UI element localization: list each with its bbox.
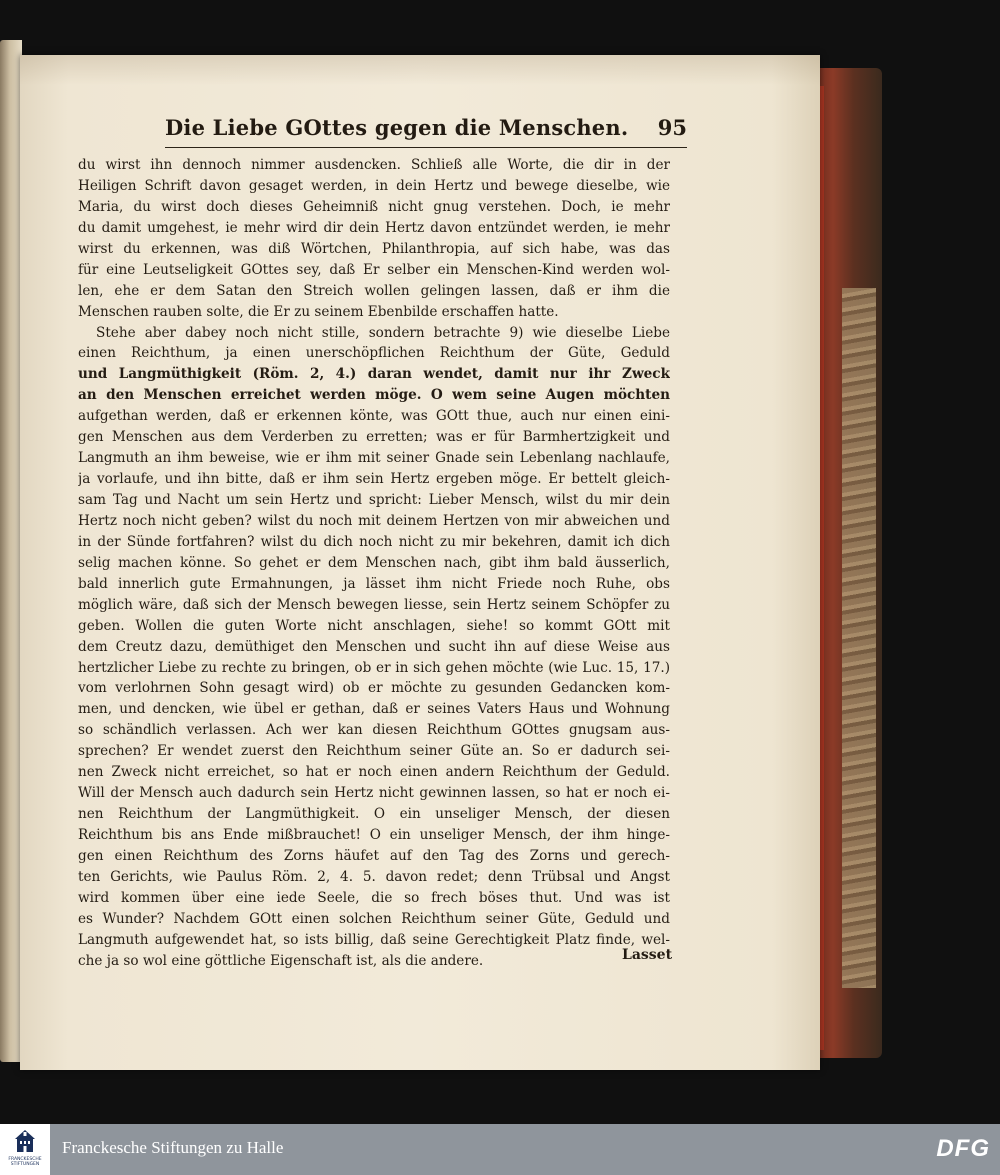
text-line: du wirst ihn dennoch nimmer ausdencken. Schließ alle Worte, die dir in der (78, 157, 670, 173)
text-line: an den Menschen erreichet werden möge. O wem seine Augen möchten (78, 387, 670, 404)
text-line: und Langmüthigkeit (Röm. 2, 4.) daran wendet, damit nur ihr Zweck (78, 366, 670, 383)
book-left-edge (0, 40, 22, 1062)
running-title: Die Liebe GOttes gegen die Menschen. (165, 115, 629, 140)
body-text (78, 155, 673, 972)
text-line: Hertz noch nicht geben? wilst du noch mit deinem Hertzen von mir abweichen und (78, 512, 670, 529)
text-line: vom verlohrnen Sohn gesagt wird) ob er möchte zu gesunden Gedancken kom- (78, 680, 670, 697)
text-line: Maria, du wirst doch dieses Geheimniß nicht gnug verstehen. Doch, ie mehr (78, 198, 670, 215)
text-line: wird kommen über eine iede Seele, die so frech böses thut. Und was ist (78, 889, 670, 906)
text-line: nen Zweck nicht erreichet, so hat er noch einen andern Reichthum der Geduld. (78, 764, 670, 781)
text-line: Menschen rauben solte, die Er zu seinem Ebenbilde erschaffen hatte. (78, 303, 559, 320)
text-line: selig machen könne. So gehet er dem Menschen nach, gibt ihm bald äusserlich, (78, 554, 670, 571)
text-line: ja vorlaufe, und ihn bitte, daß er ihm sein Hertz ergeben möge. Er bettelt gleich- (78, 471, 670, 488)
text-line: bald innerlich gute Ermahnungen, ja lässet ihm nicht Friede noch Ruhe, obs (78, 575, 670, 592)
text-line: sam Tag und Nacht um sein Hertz und spricht: Lieber Mensch, wilst du mir dein (78, 492, 670, 508)
text-line: wirst du erkennen, was diß Wörtchen, Philanthropia, auf sich habe, was das (78, 240, 670, 257)
text-line: einen Reichthum, ja einen unerschöpflichen Reichthum der Güte, Geduld (78, 345, 670, 362)
logo-caption-line-1: FRANCKESCHE (8, 1157, 42, 1162)
building-icon (15, 1129, 35, 1153)
text-line: Stehe aber dabey noch nicht stille, sondern betrachte 9) wie dieselbe Liebe (96, 324, 670, 341)
text-line: in der Sünde fortfahren? wilst du dich noch nicht zu mir bekehren, damit ich dich (78, 533, 670, 550)
text-line: Heiligen Schrift davon gesaget werden, in dein Hertz und bewege dieselbe, wie (78, 177, 670, 194)
text-line: du damit umgehest, ie mehr wird dir dein Hertz davon entzündet werden, ie mehr (78, 219, 670, 236)
institution-logo[interactable] (0, 1124, 50, 1175)
text-line: hertzlicher Liebe zu rechte zu bringen, ob er in sich gehen möchte (wie Luc. 15, 17.) (78, 659, 670, 676)
text-line: Will der Mensch auch dadurch sein Hertz nicht gewinnen lassen, so hat er noch ei- (78, 785, 670, 802)
text-line: Reichthum bis ans Ende mißbrauchet! O ein unseliger Mensch, der ihm hinge- (78, 827, 670, 843)
logo-caption-line-2: STIFTUNGEN (10, 1162, 40, 1167)
text-line: ten Gerichts, wie Paulus Röm. 2, 4. 5. davon redet; denn Trübsal und Angst (78, 868, 670, 885)
logo-caption (0, 1157, 50, 1167)
running-head (165, 115, 687, 148)
institution-name[interactable]: Franckesche Stiftungen zu Halle (62, 1138, 284, 1157)
text-line: che ja so wol eine göttliche Eigenschaft ist, als die andere. (78, 952, 484, 969)
text-line: Langmuth aufgewendet hat, so ists billig, daß seine Gerechtigkeit Platz finde, wel- (78, 931, 670, 948)
dfg-logo[interactable]: DFG (936, 1135, 990, 1162)
text-line: für eine Leutseligkeit GOttes sey, daß Er selber ein Menschen-Kind werden wol- (78, 261, 670, 278)
text-line: Langmuth an ihm beweise, wie er ihm mit seiner Gnade sein Lebenlang nachlaufe, (78, 450, 670, 467)
text-line: so schändlich verlassen. Ach wer kan diesen Reichthum GOttes gnugsam aus- (78, 722, 670, 739)
text-line: möglich wäre, daß sich der Mensch bewegen liesse, sein Hertz seinem Schöpfer zu (78, 596, 670, 613)
text-line: gen Menschen aus dem Verderben zu erretten; was er für Barmhertzigkeit und (78, 429, 670, 446)
text-line: len, ehe er dem Satan den Streich wollen gelingen lassen, daß er ihm die (78, 282, 670, 299)
catchword: Lasset (622, 947, 673, 963)
text-line: nen Reichthum der Langmüthigkeit. O ein unseliger Mensch, der diesen (78, 806, 670, 823)
text-line: sprechen? Er wendet zuerst den Reichthum seiner Güte an. So er dadurch sei- (78, 743, 670, 760)
text-line: es Wunder? Nachdem GOtt einen solchen Reichthum seiner Güte, Geduld und (78, 910, 670, 927)
text-line: dem Creutz dazu, demüthiget den Menschen und sucht ihn auf diese Weise aus (78, 638, 670, 655)
text-line: gen einen Reichthum des Zorns häufet auf den Tag des Zorns und gerech- (78, 847, 670, 864)
footer-bar (0, 1124, 1000, 1175)
text-line: geben. Wollen die guten Worte nicht anschlagen, siehe! so kommt GOtt mit (78, 617, 670, 634)
text-line: aufgethan werden, daß er erkennen könte, was GOtt thue, auch nur einen eini- (78, 408, 670, 425)
page-number: 95 (657, 115, 687, 140)
book-page (20, 55, 820, 1070)
text-line: men, und dencken, wie übel er gethan, daß er seines Vaters Haus und Wohnung (78, 701, 670, 718)
